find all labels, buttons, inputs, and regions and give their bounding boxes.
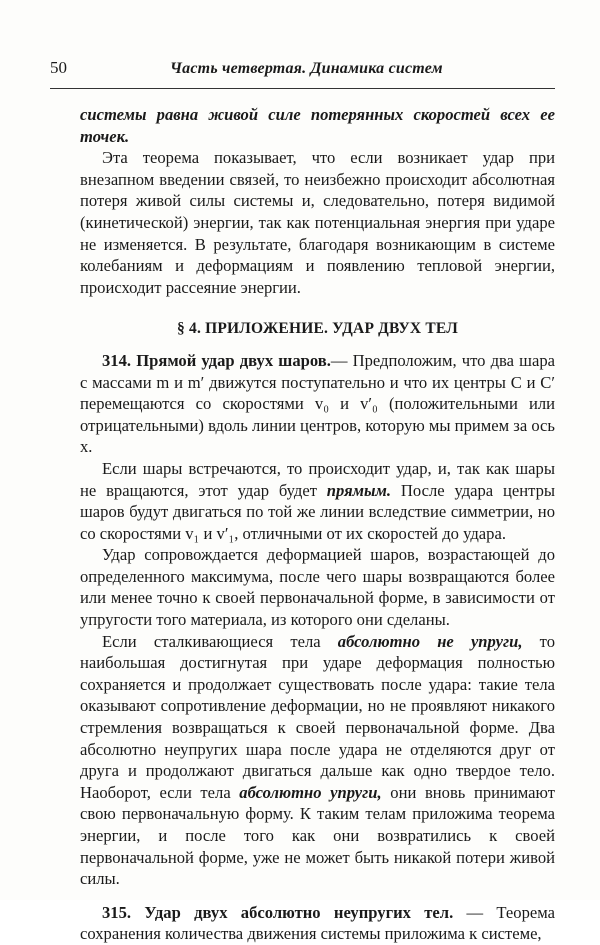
paragraph-elasticity: Если сталкивающиеся тела абсолютно не упруги, то наибольшая достигнутая при ударе деформация полностью сохраняется и продолжает существовать после удара: такие тела оказывают сопротивление деформации, но не проявляют никакого стремления возвращаться к своей первоначальной форме. Два абсолютно неупругих шара после удара не отделяются друг от друга и продолжают двигаться дальше как одно твердое тело. Наоборот, если тела абсолютно упруги, они вновь принимают свою первоначальную форму. К таким телам приложима теорема энергии, и после того как они возвратились к своей первоначальной форме, уже не может быть никакой потери живой силы. (80, 631, 555, 889)
running-title: Часть четвертая. Динамика систем (170, 60, 443, 77)
header-rule (50, 88, 555, 89)
emphasis-inelastic: абсолютно не упруги, (337, 631, 523, 651)
paragraph-direct-impact: Если шары встречаются, то происходит удар, и, так как шары не вращаются, этот удар будет прямым. После удара центры шаров будут двигаться по той же линии вследствие симметрии, но со скоростями v₁ и v′₁, отличными от их скоростей до удара. (80, 458, 556, 543)
paragraph-314 (80, 350, 555, 458)
paragraph-deformation: Удар сопровождается деформацией шаров, возрастающей до определенного максимума, после чего шары возвращаются более или менее точно к своей первоначальной форме, в зависимости от упругости того материала, из которого они сделаны. (80, 545, 555, 630)
paragraph-theorem-explanation: Эта теорема показывает, что если возникает удар при внезапном введении связей, то неизбежно происходит абсолютная потеря живой силы системы и, следовательно, потеря видимой (кинетической) энергии, так как потенциальная энергия при ударе не изменяется. В результате, благодаря возникающим в системе колебаниям и деформациям и появлению тепловой энергии, происходит рассеяние энергии. (80, 148, 555, 297)
section-title: § 4. ПРИЛОЖЕНИЕ. УДАР ДВУХ ТЕЛ (176, 320, 458, 338)
item-315-text: — Теорема сохранения количества движения системы приложима к системе, (80, 902, 555, 944)
emphasis-elastic: абсолютно упруги, (239, 782, 382, 802)
paragraph-315 (80, 902, 555, 945)
item-314-text: — Предположим, что два шара с массами m и m′ движутся поступательно и что их центры C и C′ перемещаются со скоростями v₀ и v′₀ (положительными или отрицательными) вдоль линии центров, которую мы примем за ось x. (80, 350, 555, 457)
page-body (80, 104, 555, 945)
paragraph-theorem-end: системы равна живой силе потерянных скоростей всех ее точек. (80, 105, 555, 146)
emphasis-direct: прямым. (326, 480, 392, 500)
item-314-title: 314. Прямой удар двух шаров. (102, 350, 331, 370)
page-number: 50 (50, 58, 67, 77)
item-315-title: 315. Удар двух абсолютно неупругих тел. (102, 902, 454, 922)
running-head (50, 58, 555, 86)
